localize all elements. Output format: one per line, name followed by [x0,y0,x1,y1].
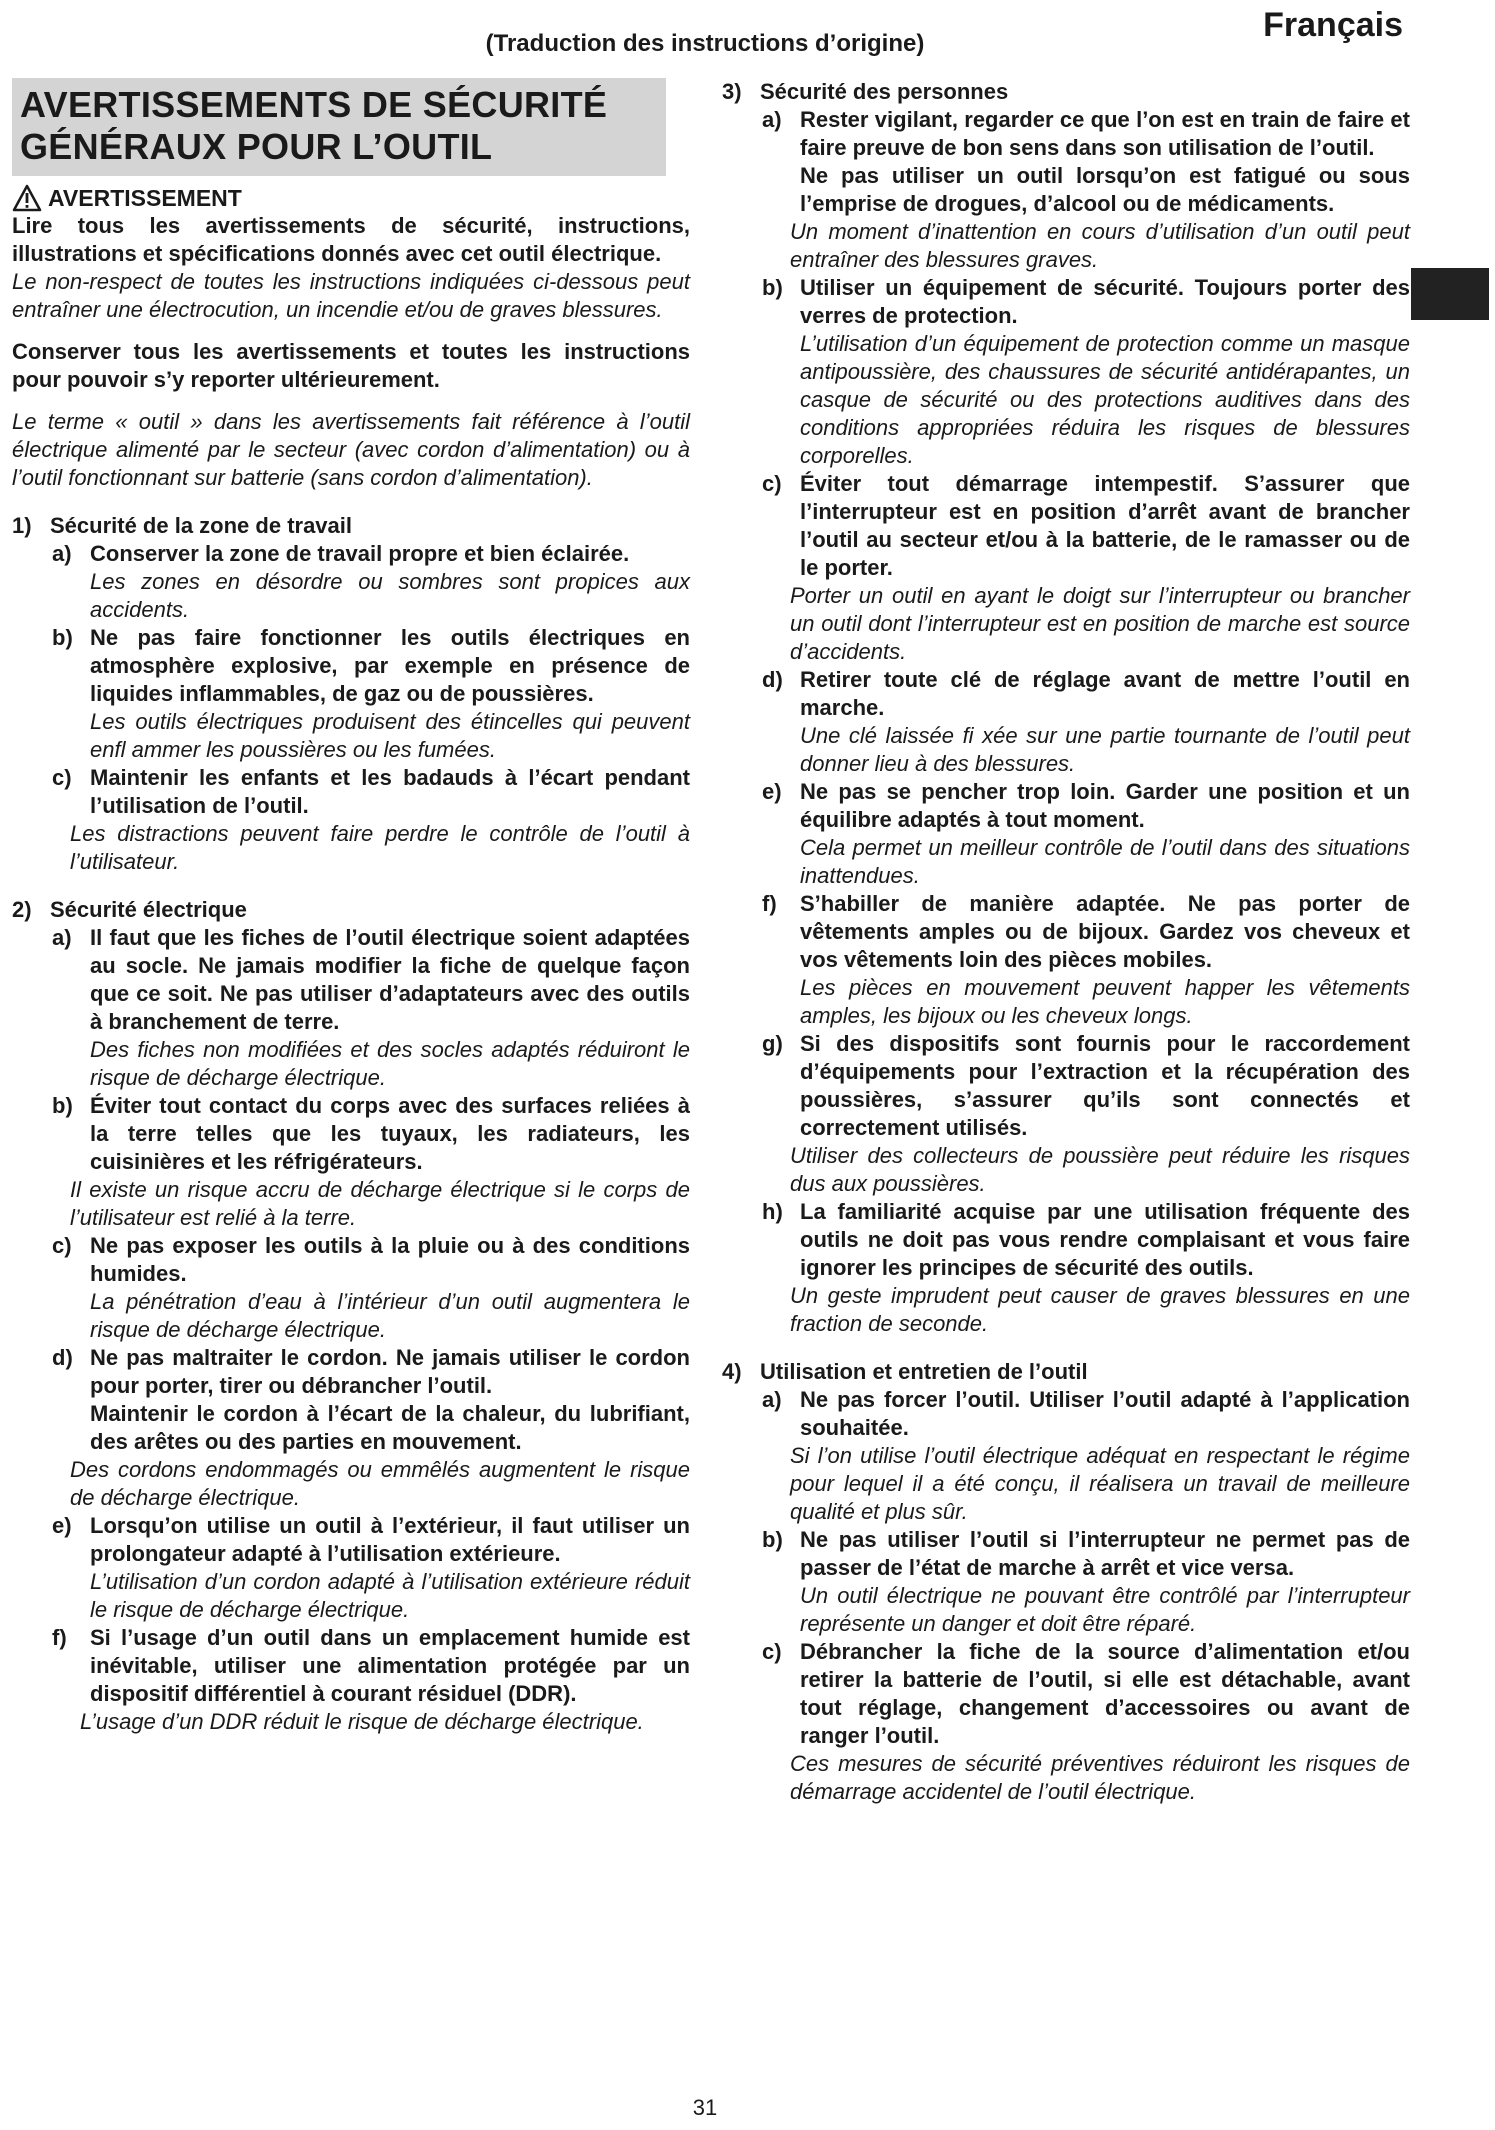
section-3-item-g: g) Si des dispositifs sont fournis pour le raccordement d’équipements pour l’extraction et la récupération des poussières, s’assurer qu’ils sont connectés et correctement utilisés. [762,1031,1410,1140]
section-4-note-b: Un outil électrique ne pouvant être contrôlé par l’interrupteur représente un danger et doit être réparé. [800,1583,1410,1636]
section-3-note-c: Porter un outil en ayant le doigt sur l’interrupteur ou brancher un outil dont l’interrupteur est en position de marche est source d’accidents. [790,583,1410,664]
section-1-note-a: Les zones en désordre ou sombres sont propices aux accidents. [90,569,690,622]
section-3-note-h: Un geste imprudent peut causer de graves blessures en une fraction de seconde. [790,1283,1410,1336]
page-title [12,78,666,176]
section-2-note-a: Des fiches non modifiées et des socles adaptés réduiront le risque de décharge électrique. [90,1037,690,1090]
section-1-item-b: b) Ne pas faire fonctionner les outils électriques en atmosphère explosive, par exemple en présence de liquides inflammables, de gaz ou de poussières. [52,625,690,706]
section-2-item-a: a) Il faut que les fiches de l’outil électrique soient adaptées au socle. Ne jamais modifier la fiche de quelque façon que ce soit. Ne pas utiliser d’adaptateurs avec des outils à branchement de terre. [52,925,690,1034]
page-number: 31 [692,2095,718,2120]
section-3-item-e: e) Ne pas se pencher trop loin. Garder une position et un équilibre adaptés à tout moment. [762,779,1410,832]
section-3-item-a-cont: Ne pas utiliser un outil lorsqu’on est fatigué ou sous l’emprise de drogues, d’alcool ou de médicaments. [800,163,1410,216]
section-4-item-b: b) Ne pas utiliser l’outil si l’interrupteur ne permet pas de passer de l’état de marche à arrêt et vice versa. [762,1527,1410,1580]
section-3-note-f: Les pièces en mouvement peuvent happer les vêtements amples, les bijoux ou les cheveux longs. [800,975,1410,1028]
term-definition: Le terme « outil » dans les avertissements fait référence à l’outil électrique alimenté par le secteur (avec cordon d’alimentation) ou à l’outil fonctionnant sur batterie (sans cordon d’alimentation). [12,409,690,490]
section-3-note-g: Utiliser des collecteurs de poussière peut réduire les risques dus aux poussières. [790,1143,1410,1196]
left-column [12,78,690,1736]
warning-consequence: Le non-respect de toutes les instructions indiquées ci-dessous peut entraîner une électrocution, un incendie et/ou de graves blessures. [12,269,690,322]
section-3-note-b: L’utilisation d’un équipement de protection comme un masque antipoussière, des chaussures de sécurité antidérapantes, un casque de sécurité ou des protections auditives dans des conditions appropriées réduira les risques de blessures corporelles. [800,331,1410,468]
section-2-note-b: Il existe un risque accru de décharge électrique si le corps de l’utilisateur est relié à la terre. [70,1177,690,1230]
section-4-item-a: a) Ne pas forcer l’outil. Utiliser l’outil adapté à l’application souhaitée. [762,1387,1410,1440]
section-3-item-d: d) Retirer toute clé de réglage avant de mettre l’outil en marche. [762,667,1410,720]
keep-instructions: Conserver tous les avertissements et toutes les instructions pour pouvoir s’y reporter ultérieurement. [12,339,690,392]
header-subtitle: (Traduction des instructions d’origine) [485,30,925,57]
header-language: Français [1263,6,1403,44]
page-title-line-1: AVERTISSEMENTS DE SÉCURITÉ [20,84,608,125]
section-3-note-e: Cela permet un meilleur contrôle de l’outil dans des situations inattendues. [800,835,1410,888]
section-1-item-c: c) Maintenir les enfants et les badauds à l’écart pendant l’utilisation de l’outil. [52,765,690,818]
section-3-item-h: h) La familiarité acquise par une utilisation fréquente des outils ne doit pas vous rendre complaisant et vous faire ignorer les principes de sécurité des outils. [762,1199,1410,1280]
page-title-line-2: GÉNÉRAUX POUR L’OUTIL [20,126,493,167]
section-3-item-c: c) Éviter tout démarrage intempestif. S’assurer que l’interrupteur est en position d’arrêt avant de brancher l’outil au secteur et/ou à la batterie, de le ramasser ou de le porter. [762,471,1410,580]
section-4-note-a: Si l’on utilise l’outil électrique adéquat en respectant le régime pour lequel il a été conçu, il réalisera un travail de meilleure qualité et plus sûr. [790,1443,1410,1524]
section-1-item-a: a) Conserver la zone de travail propre et bien éclairée. [52,541,630,566]
warning-label: AVERTISSEMENT [48,185,242,211]
section-2-heading: 2) Sécurité électrique [12,897,247,922]
section-3-heading: 3) Sécurité des personnes [722,79,1009,104]
section-2-item-d: d) Ne pas maltraiter le cordon. Ne jamais utiliser le cordon pour porter, tirer ou débrancher l’outil. [52,1345,690,1398]
section-4-heading: 4) Utilisation et entretien de l’outil [722,1359,1088,1384]
section-2-item-f: f) Si l’usage d’un outil dans un emplacement humide est inévitable, utiliser une alimentation protégée par un dispositif différentiel à courant résiduel (DDR). [52,1625,690,1706]
section-3-note-d: Une clé laissée fi xée sur une partie tournante de l’outil peut donner lieu à des blessures. [800,723,1410,776]
warning-heading [12,184,690,212]
section-4-item-c: c) Débrancher la fiche de la source d’alimentation et/ou retirer la batterie de l’outil, si elle est détachable, avant tout réglage, changement d’accessoires ou avant de ranger l’outil. [762,1639,1410,1748]
warning-intro: Lire tous les avertissements de sécurité, instructions, illustrations et spécifications donnés avec cet outil électrique. [12,213,690,266]
section-2-note-d: Des cordons endommagés ou emmêlés augmentent le risque de décharge électrique. [70,1457,690,1510]
section-1-note-b: Les outils électriques produisent des étincelles qui peuvent enfl ammer les poussières ou les fumées. [90,709,690,762]
warning-triangle-icon [12,184,42,212]
section-2-note-e: L’utilisation d’un cordon adapté à l’utilisation extérieure réduit le risque de décharge électrique. [90,1569,690,1622]
section-1-heading: 1) Sécurité de la zone de travail [12,513,353,538]
right-column [722,78,1410,1806]
section-3-item-b: b) Utiliser un équipement de sécurité. Toujours porter des verres de protection. [762,275,1410,328]
section-3-item-a: a) Rester vigilant, regarder ce que l’on est en train de faire et faire preuve de bon sens dans son utilisation de l’outil. [762,107,1410,160]
section-2-note-c: La pénétration d’eau à l’intérieur d’un outil augmentera le risque de décharge électrique. [90,1289,690,1342]
section-3-note-a: Un moment d’inattention en cours d’utilisation d’un outil peut entraîner des blessures graves. [790,219,1410,272]
section-2-item-c: c) Ne pas exposer les outils à la pluie ou à des conditions humides. [52,1233,690,1286]
section-2-item-e: e) Lorsqu’on utilise un outil à l’extérieur, il faut utiliser un prolongateur adapté à l’utilisation extérieure. [52,1513,690,1566]
section-tab-marker [1411,268,1489,320]
section-2-item-d-cont: Maintenir le cordon à l’écart de la chaleur, du lubrifiant, des arêtes ou des parties en mouvement. [90,1401,690,1454]
section-1-note-c: Les distractions peuvent faire perdre le contrôle de l’outil à l’utilisateur. [70,821,690,874]
section-3-item-f: f) S’habiller de manière adaptée. Ne pas porter de vêtements amples ou de bijoux. Gardez vos cheveux et vos vêtements loin des pièces mobiles. [762,891,1410,972]
section-2-item-b: b) Éviter tout contact du corps avec des surfaces reliées à la terre telles que les tuyaux, les radiateurs, les cuisinières et les réfrigérateurs. [52,1093,690,1174]
section-2-note-f: L’usage d’un DDR réduit le risque de décharge électrique. [80,1709,644,1734]
section-4-note-c: Ces mesures de sécurité préventives réduiront les risques de démarrage accidentel de l’outil électrique. [790,1751,1410,1804]
